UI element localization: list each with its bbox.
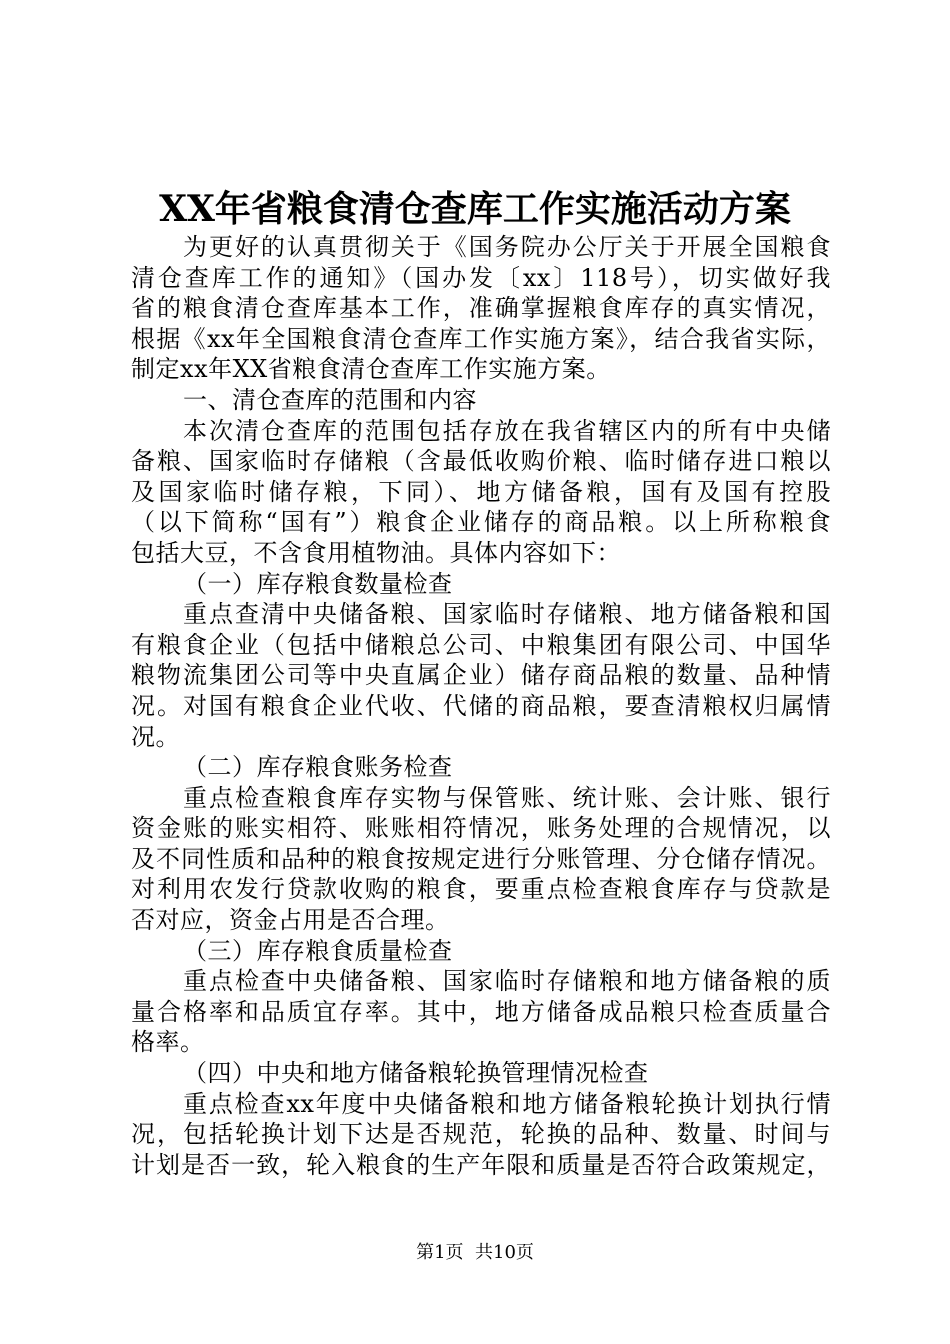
subsection-heading: （三）库存粮食质量检查 xyxy=(183,936,453,965)
subsection-heading: （二）库存粮食账务检查 xyxy=(183,753,453,782)
paragraph-line: 有粮食企业（包括中储粮总公司、中粮集团有限公司、中国华 xyxy=(131,630,831,659)
paragraph-line: 否对应，资金占用是否合理。 xyxy=(131,906,450,935)
paragraph-line: 备粮、国家临时存储粮（含最低收购价粮、临时储存进口粮以 xyxy=(131,447,831,476)
page-number-footer: 第1页 共10页 xyxy=(416,1242,534,1263)
paragraph-line: 计划是否一致，轮入粮食的生产年限和质量是否符合政策规定， xyxy=(131,1150,831,1179)
document-body xyxy=(131,232,831,1180)
paragraph-line: 重点查清中央储备粮、国家临时存储粮、地方储备粮和国 xyxy=(183,600,831,629)
section-heading: 一、清仓查库的范围和内容 xyxy=(183,385,477,414)
paragraph-line: 格率。 xyxy=(131,1028,205,1057)
paragraph-line: （以下简称“国有”）粮食企业储存的商品粮。以上所称粮食 xyxy=(131,508,831,537)
paragraph-line: 重点检查xx年度中央储备粮和地方储备粮轮换计划执行情 xyxy=(183,1089,831,1118)
subsection-heading: （四）中央和地方储备粮轮换管理情况检查 xyxy=(183,1059,649,1088)
paragraph-line: 为更好的认真贯彻关于《国务院办公厅关于开展全国粮食 xyxy=(183,233,831,261)
paragraph-line: 本次清仓查库的范围包括存放在我省辖区内的所有中央储 xyxy=(183,416,831,445)
paragraph-line: 重点检查粮食库存实物与保管账、统计账、会计账、银行 xyxy=(183,783,831,812)
document-title: XX年省粮食清仓查库工作实施活动方案 xyxy=(159,188,791,230)
paragraph-line: 包括大豆，不含食用植物油。具体内容如下： xyxy=(131,538,621,567)
paragraph-line: 制定xx年XX省粮食清仓查库工作实施方案。 xyxy=(131,355,611,384)
paragraph-line: 及国家临时储存粮，下同）、地方储备粮，国有及国有控股 xyxy=(131,477,831,506)
paragraph-line: 根据《xx年全国粮食清仓查库工作实施方案》，结合我省实际， xyxy=(131,324,831,353)
paragraph-line: 量合格率和品质宜存率。其中，地方储备成品粮只检查质量合 xyxy=(131,997,831,1026)
paragraph-line: 及不同性质和品种的粮食按规定进行分账管理、分仓储存情况。 xyxy=(131,844,831,873)
paragraph-line: 重点检查中央储备粮、国家临时存储粮和地方储备粮的质 xyxy=(183,967,831,996)
paragraph-line: 况，包括轮换计划下达是否规范，轮换的品种、数量、时间与 xyxy=(131,1120,831,1149)
paragraph-line: 况。 xyxy=(131,722,180,751)
paragraph-line: 资金账的账实相符、账账相符情况，账务处理的合规情况，以 xyxy=(131,814,831,843)
paragraph-line: 况。对国有粮食企业代收、代储的商品粮，要查清粮权归属情 xyxy=(131,691,831,720)
paragraph-line: 对利用农发行贷款收购的粮食，要重点检查粮食库存与贷款是 xyxy=(131,875,831,904)
subsection-heading: （一）库存粮食数量检查 xyxy=(183,569,453,598)
paragraph-line: 清仓查库工作的通知》（国办发〔xx〕118号），切实做好我 xyxy=(131,263,831,292)
paragraph-line: 省的粮食清仓查库基本工作，准确掌握粮食库存的真实情况， xyxy=(131,294,831,323)
paragraph-line: 粮物流集团公司等中央直属企业）储存商品粮的数量、品种情 xyxy=(131,661,831,690)
